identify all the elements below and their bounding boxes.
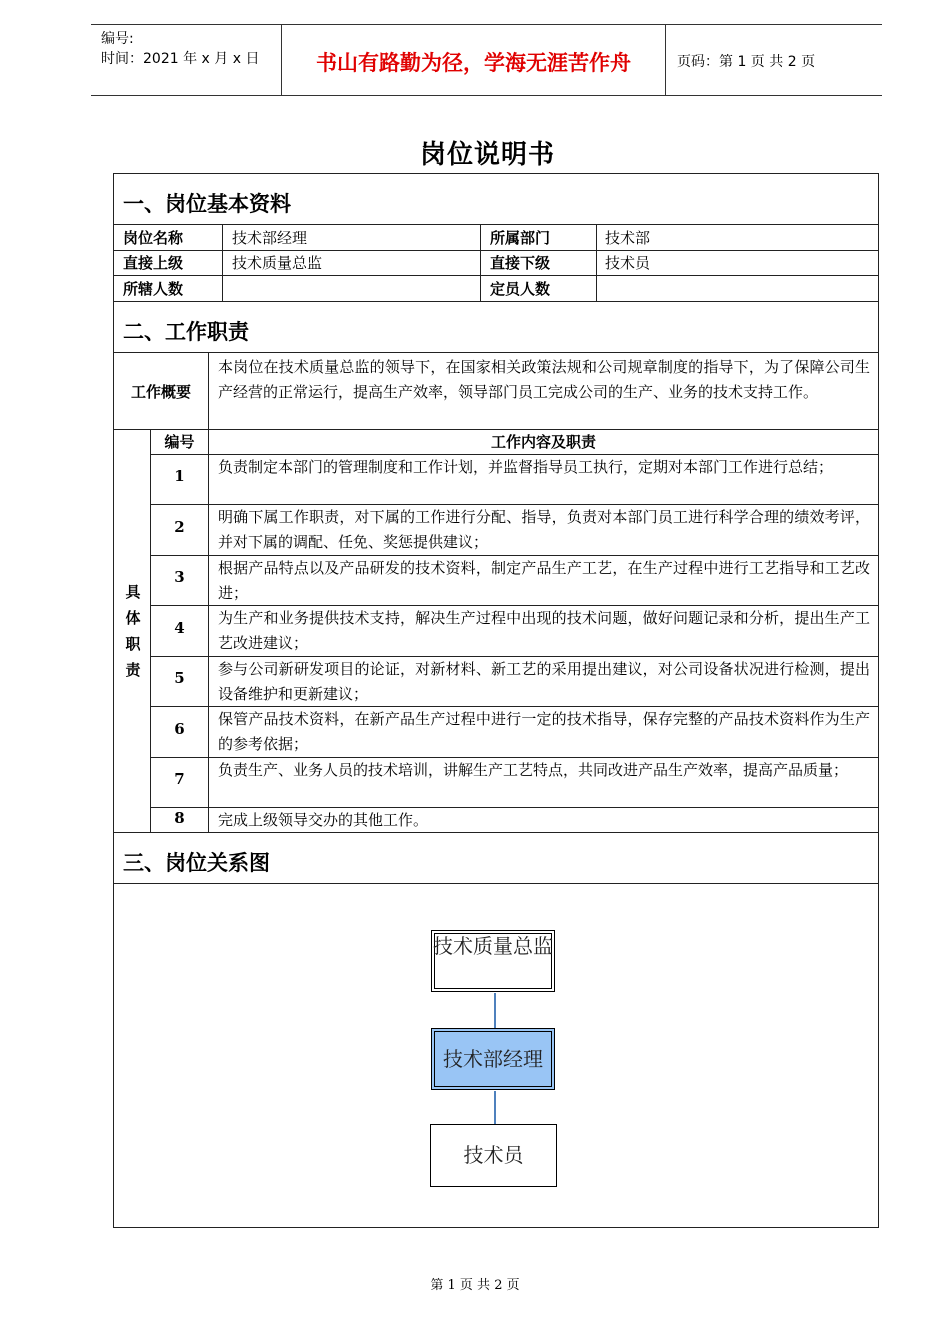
header-meta	[101, 29, 259, 69]
header-motto: 书山有路勤为径，学海无涯苦作舟	[316, 50, 631, 75]
field-value: 技术部	[605, 229, 651, 247]
duty-text: 负责生产、业务人员的技术培训，讲解生产工艺特点，共同改进产品生产效率，提高产品质量；	[218, 761, 849, 779]
duty-text: 明确下属工作职责，对下属的工作进行分配、指导，负责对本部门员工进行科学合理的绩效考评，并对下属的调配、任免、奖惩提供建议；	[218, 508, 870, 551]
duty-text: 完成上级领导交办的其他工作。	[218, 811, 429, 829]
time-label: 时间：2021 年 x 月 x 日	[101, 51, 260, 67]
duty-number: 1	[174, 467, 185, 485]
column-header-number: 编号	[164, 433, 195, 451]
rule	[480, 224, 481, 301]
duty-number: 6	[174, 720, 185, 738]
duty-text: 参与公司新研发项目的论证，对新材料、新工艺的采用提出建议，对公司设备状况进行检测，提出设备维护和更新建议；	[218, 660, 870, 703]
duty-number: 8	[174, 809, 185, 827]
duty-number: 3	[174, 568, 185, 586]
duty-number: 4	[174, 619, 185, 637]
document-title: 岗位说明书	[419, 140, 555, 170]
number-label: 编号:	[101, 31, 134, 47]
header-divider	[665, 25, 666, 95]
field-value: 技术部经理	[232, 229, 308, 247]
org-connector	[494, 1091, 496, 1124]
field-label: 岗位名称	[123, 229, 184, 247]
duty-number: 5	[174, 669, 185, 687]
page-header	[91, 24, 882, 96]
field-label: 直接下级	[490, 254, 551, 272]
duty-number: 2	[174, 518, 185, 536]
field-value: 技术员	[605, 254, 651, 272]
rule	[222, 224, 223, 301]
rule	[114, 352, 878, 353]
field-label: 所辖人数	[123, 280, 184, 298]
org-connector	[494, 993, 496, 1028]
column-header-content: 工作内容及职责	[490, 433, 596, 451]
org-box-director: 技术质量总监	[431, 930, 555, 992]
rule	[208, 352, 209, 429]
rule	[114, 883, 878, 884]
page-footer: 第 1 页 共 2 页	[430, 1278, 520, 1293]
header-page-label: 页码：第 1 页 共 2 页	[677, 54, 816, 70]
job-description-table: 一、岗位基本资料 岗位名称 技术部经理 所属部门 技术部 直接上级 技术质量总监 直接下级 技术员 所辖人数 定员人数 二、工作职责 工作概要 本岗位在技术质量总监的领导下，在国家相关政策法规和公司规章制度的指导下，为了保障公司生产经营的正常运行，提高生产效率，领导部门员工完成公司的生产、业务的技术支持工作。 具 体 职 责 编号 工作内容及职责 1 负责制定本部门的管理制度和工作计划，并监督指导员工执行，定期对本部门工作进行总结； 2 明确下属工作职责，对下属的工作进行分配、指导，负责对本部门员工进行科学合理的绩效考评，并对下属的调配、任免、奖惩提供建议； 3 根据产品特点以及产品研发的技术资料，制定产品生产工艺，在生产过程中进行工艺指导和工艺改进； 4 为生产和业务提供技术支持，解决生产过程中出现的技术问题，做好问题记录和分析，提出生产工艺改进建议； 5 参与公司新研发项目的论证，对新材料、新工艺的采用提出建议，对公司设备状况进行检测，提出设备维护和更新建议； 6 保管产品技术资料，在新产品生产过程中进行一定的技术指导，保存完整的产品技术资料作为生产的参考依据； 7 负责生产、业务人员的技术培训，讲解生产工艺特点，共同改进产品生产效率，提高产品质量； 8 完成上级领导交办的其他工作。 三、岗位关系图 技术质量总监 技术部经理 技术员	[113, 173, 879, 1228]
summary-label: 工作概要	[130, 383, 191, 401]
rule	[208, 429, 209, 832]
duty-text: 负责制定本部门的管理制度和工作计划，并监督指导员工执行，定期对本部门工作进行总结；	[218, 458, 834, 476]
rule	[596, 224, 597, 301]
summary-text: 本岗位在技术质量总监的领导下，在国家相关政策法规和公司规章制度的指导下，为了保障公司生产经营的正常运行，提高生产效率，领导部门员工完成公司的生产、业务的技术支持工作。	[218, 358, 870, 401]
org-box-manager: 技术部经理	[431, 1028, 555, 1090]
duty-text: 为生产和业务提供技术支持，解决生产过程中出现的技术问题，做好问题记录和分析，提出生产工艺改进建议；	[218, 609, 870, 652]
duty-text: 根据产品特点以及产品研发的技术资料，制定产品生产工艺，在生产过程中进行工艺指导和工艺改进；	[218, 559, 870, 602]
field-label: 直接上级	[123, 254, 184, 272]
field-label: 定员人数	[490, 280, 551, 298]
duty-number: 7	[174, 770, 185, 788]
field-value: 技术质量总监	[232, 254, 323, 272]
org-box-technician: 技术员	[430, 1124, 557, 1187]
rule	[114, 224, 878, 225]
side-label: 具 体 职 责	[125, 583, 141, 679]
duty-text: 保管产品技术资料，在新产品生产过程中进行一定的技术指导，保存完整的产品技术资料作为生产的参考依据；	[218, 710, 870, 753]
field-label: 所属部门	[490, 229, 551, 247]
